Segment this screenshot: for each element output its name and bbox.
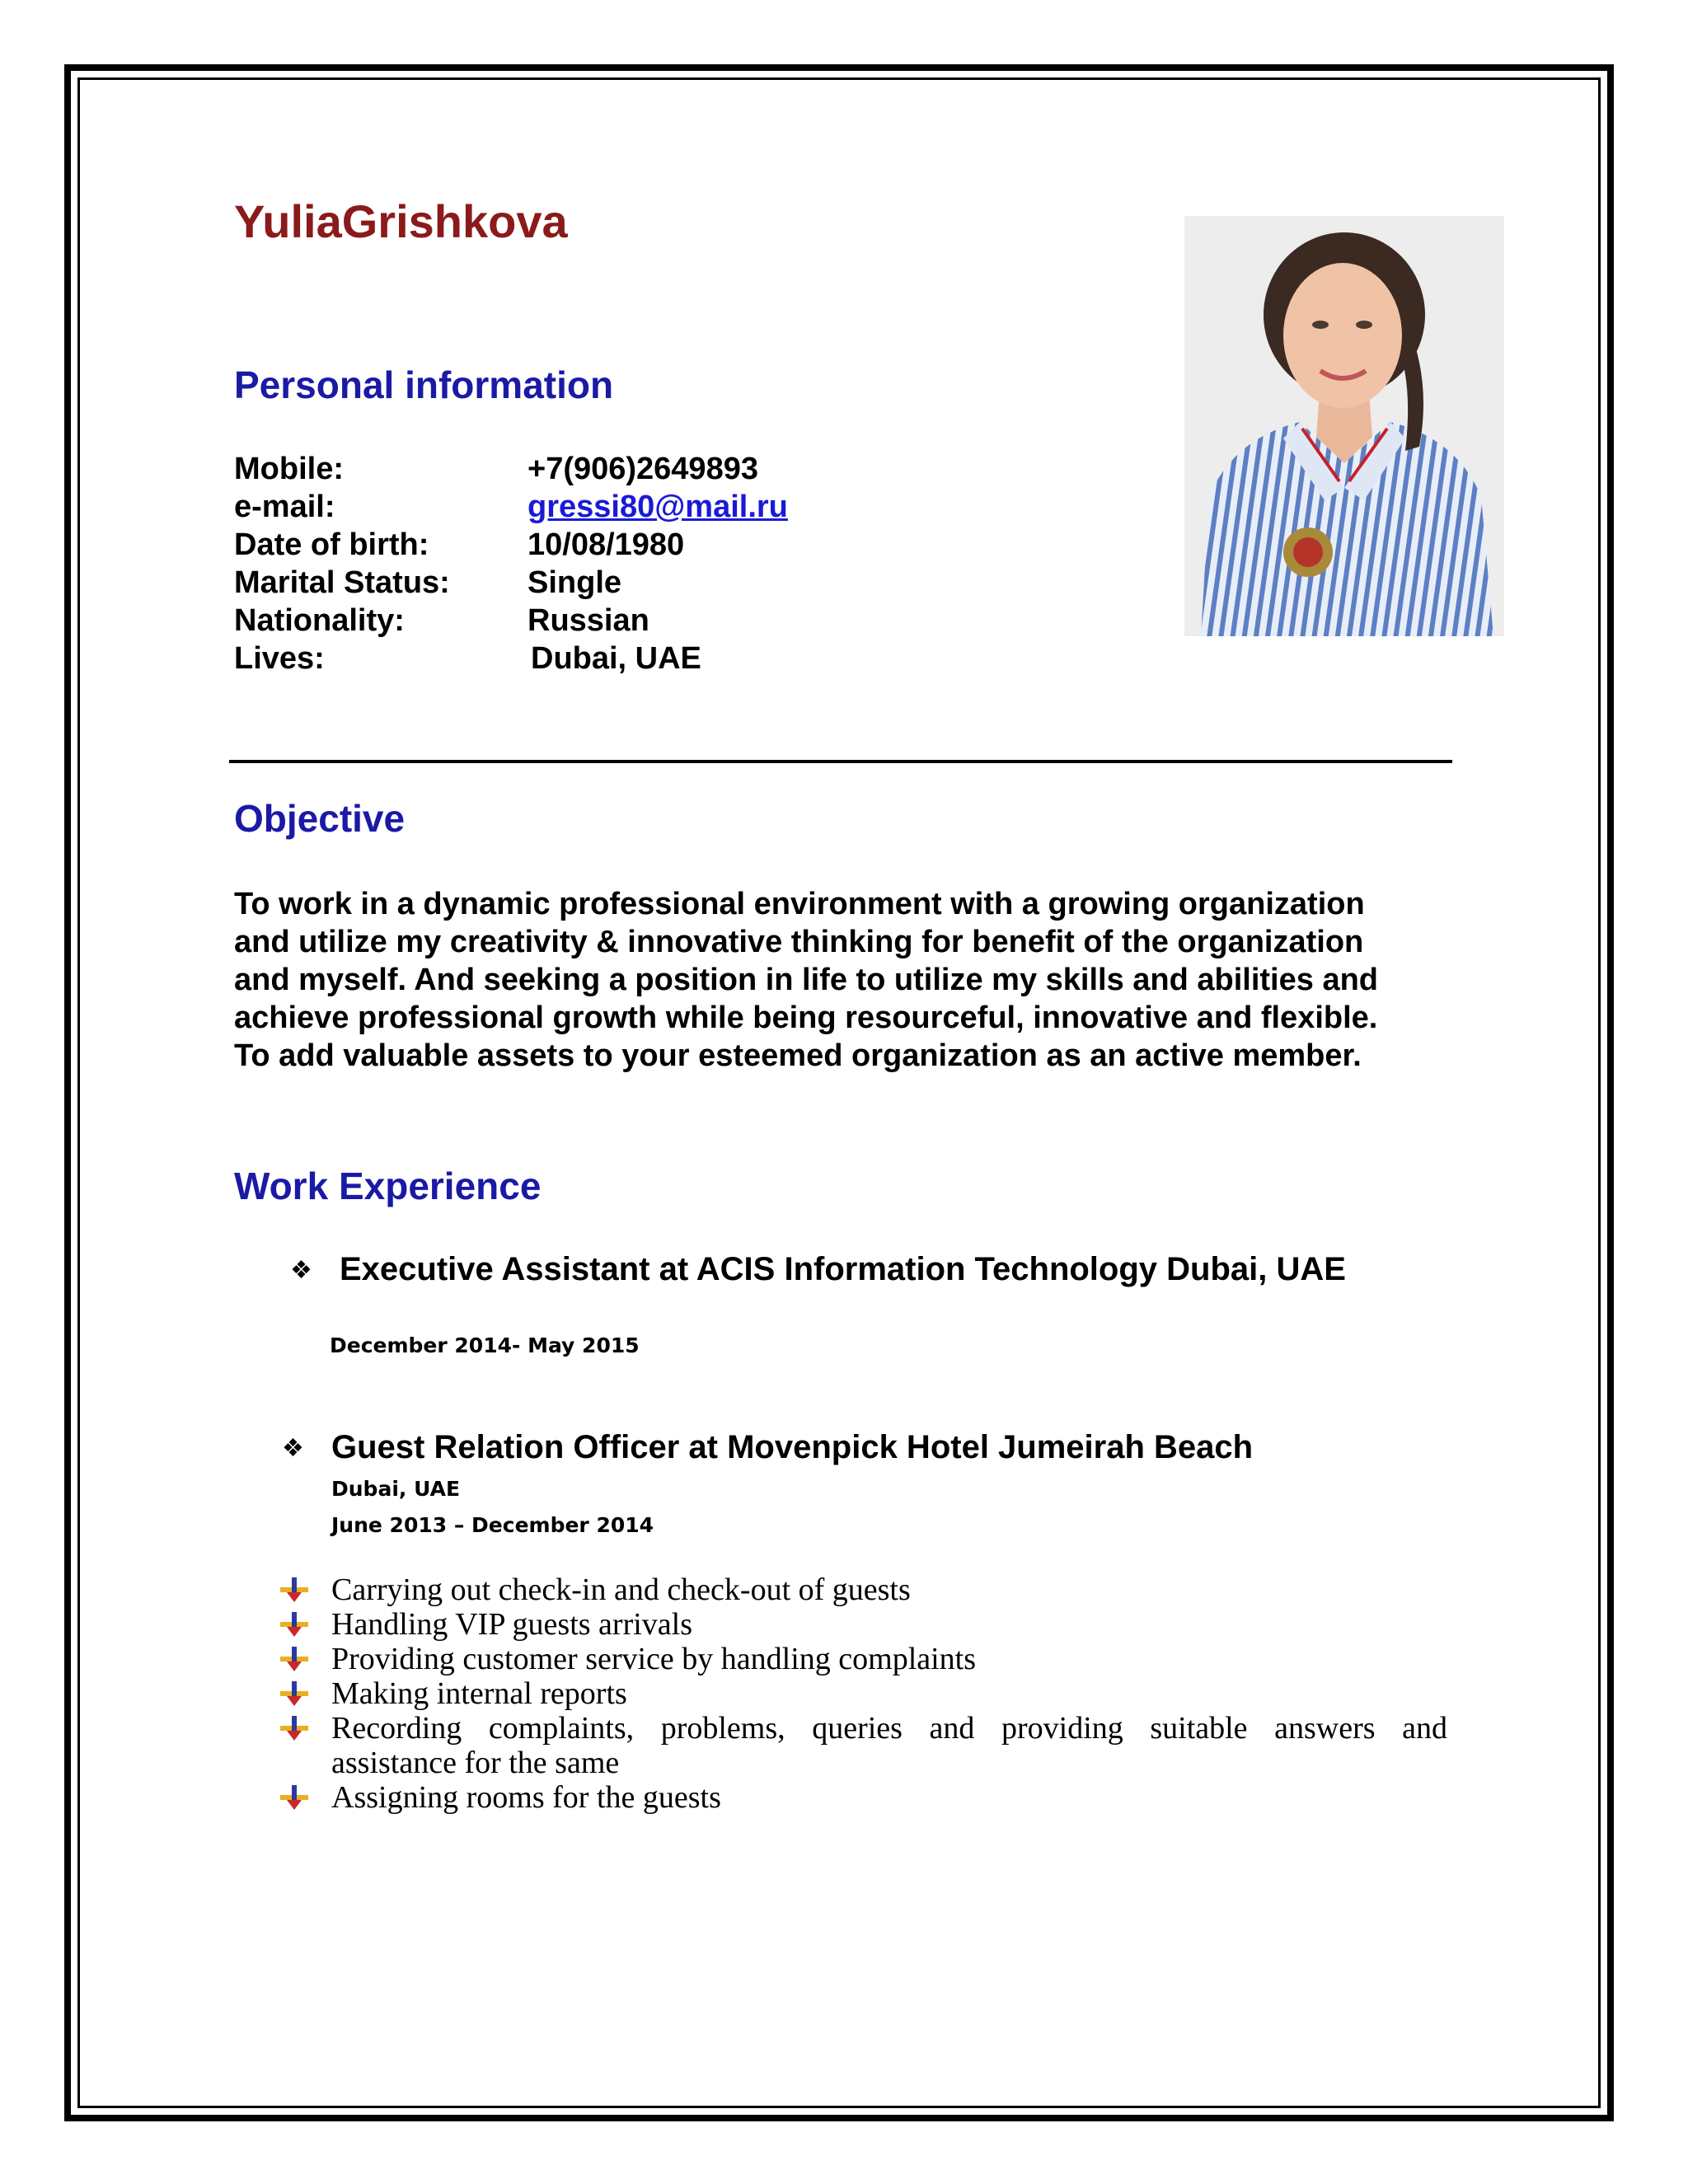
- job-title: Executive Assistant at ACIS Information Technology Dubai, UAE: [340, 1251, 1346, 1287]
- objective-text: [234, 885, 1454, 1075]
- arrow-down-bullet-icon: [280, 1647, 308, 1671]
- arrow-down-bullet-icon: [280, 1681, 308, 1706]
- diamond-bullet-icon: ❖: [282, 1435, 304, 1462]
- objective-line: To work in a dynamic professional environment with a growing organization: [234, 887, 1365, 921]
- candidate-name: YuliaGrishkova: [234, 195, 568, 247]
- job-dates: December 2014- May 2015: [330, 1333, 640, 1357]
- list-item: [280, 1607, 1447, 1642]
- duty-text: Carrying out check-in and check-out of guests: [331, 1572, 911, 1607]
- objective-line: achieve professional growth while being resourceful, innovative and flexible.: [234, 1001, 1378, 1035]
- marital-label: Marital Status:: [234, 565, 450, 600]
- arrow-down-bullet-icon: [280, 1785, 308, 1810]
- personal-info-heading: Personal information: [234, 363, 614, 406]
- list-item: [280, 1642, 1447, 1676]
- dob-value: 10/08/1980: [528, 527, 685, 562]
- objective-heading: Objective: [234, 797, 406, 840]
- duty-text: Assigning rooms for the guests: [331, 1780, 721, 1815]
- marital-value: Single: [528, 565, 622, 600]
- list-item: [280, 1676, 1447, 1711]
- nationality-label: Nationality:: [234, 603, 405, 638]
- mobile-label: Mobile:: [234, 452, 344, 486]
- duty-text: Recording complaints, problems, queries and providing suitable answers and: [331, 1711, 1447, 1746]
- profile-photo: [1184, 216, 1504, 636]
- email-label: e-mail:: [234, 490, 335, 524]
- arrow-down-bullet-icon: [280, 1716, 308, 1741]
- duty-text: Making internal reports: [331, 1676, 627, 1711]
- duty-text: Providing customer service by handling complaints: [331, 1642, 977, 1676]
- mobile-value: +7(906)2649893: [528, 452, 758, 486]
- job-title: Guest Relation Officer at Movenpick Hotel Jumeirah Beach: [331, 1429, 1254, 1465]
- nationality-value: Russian: [528, 603, 649, 638]
- list-item: [280, 1780, 1447, 1815]
- arrow-down-bullet-icon: [280, 1612, 308, 1637]
- duty-text: Handling VIP guests arrivals: [331, 1607, 693, 1642]
- lives-label: Lives:: [234, 641, 325, 676]
- list-item: [280, 1572, 1447, 1607]
- email-link[interactable]: gressi80@mail.ru: [528, 490, 788, 524]
- arrow-down-bullet-icon: [280, 1577, 308, 1602]
- dob-label: Date of birth:: [234, 527, 429, 562]
- objective-line: and utilize my creativity & innovative thinking for benefit of the organization: [234, 925, 1364, 959]
- work-experience-heading: Work Experience: [234, 1165, 542, 1207]
- lives-value: Dubai, UAE: [531, 641, 701, 676]
- objective-line: and myself. And seeking a position in life to utilize my skills and abilities and: [234, 963, 1379, 997]
- objective-line: To add valuable assets to your esteemed organization as an active member.: [234, 1038, 1362, 1073]
- job-location: Dubai, UAE: [331, 1477, 461, 1501]
- duty-text-continued: assistance for the same: [331, 1746, 620, 1780]
- job-dates: June 2013 – December 2014: [331, 1513, 654, 1537]
- section-divider: [229, 760, 1452, 763]
- diamond-bullet-icon: ❖: [290, 1257, 312, 1284]
- duties-list: [280, 1572, 1447, 1815]
- list-item: [280, 1711, 1447, 1780]
